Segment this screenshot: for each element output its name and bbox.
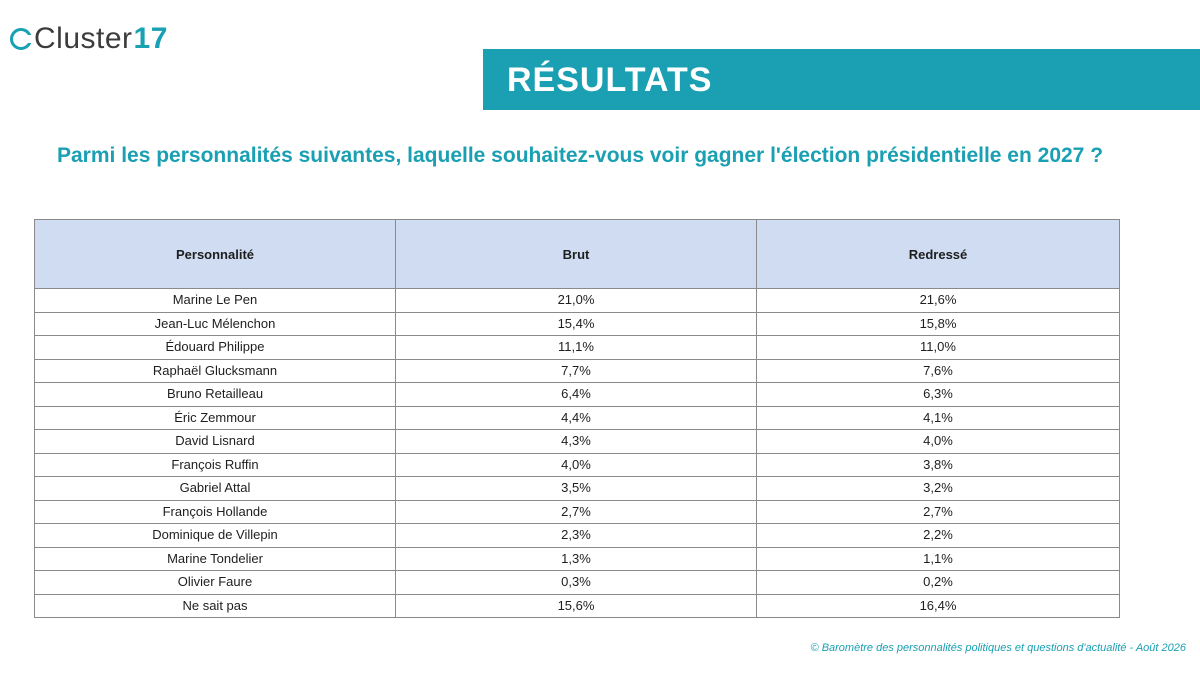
cell-brut: 4,3% xyxy=(396,430,757,454)
table-row xyxy=(35,453,1120,477)
cell-personnalite: Édouard Philippe xyxy=(35,336,396,360)
cell-personnalite: Olivier Faure xyxy=(35,571,396,595)
cell-brut: 2,3% xyxy=(396,524,757,548)
cell-brut: 4,4% xyxy=(396,406,757,430)
cell-redresse: 15,8% xyxy=(757,312,1120,336)
table-row xyxy=(35,312,1120,336)
cell-redresse: 1,1% xyxy=(757,547,1120,571)
cell-personnalite: Ne sait pas xyxy=(35,594,396,618)
cell-redresse: 2,2% xyxy=(757,524,1120,548)
logo-number: 17 xyxy=(133,22,168,55)
cell-redresse: 3,2% xyxy=(757,477,1120,501)
banner-title: RÉSULTATS xyxy=(507,61,713,99)
table-row xyxy=(35,477,1120,501)
header-redresse: Redressé xyxy=(757,220,1120,289)
cell-personnalite: François Ruffin xyxy=(35,453,396,477)
cell-brut: 21,0% xyxy=(396,289,757,313)
cell-redresse: 0,2% xyxy=(757,571,1120,595)
cell-brut: 4,0% xyxy=(396,453,757,477)
cell-brut: 7,7% xyxy=(396,359,757,383)
results-table xyxy=(34,219,1120,618)
cell-brut: 15,4% xyxy=(396,312,757,336)
cell-personnalite: Dominique de Villepin xyxy=(35,524,396,548)
logo-text: Cluster xyxy=(34,22,133,55)
cell-personnalite: Marine Tondelier xyxy=(35,547,396,571)
cell-personnalite: Marine Le Pen xyxy=(35,289,396,313)
cell-personnalite: David Lisnard xyxy=(35,430,396,454)
table-row xyxy=(35,383,1120,407)
table-row xyxy=(35,359,1120,383)
cell-brut: 2,7% xyxy=(396,500,757,524)
cell-redresse: 2,7% xyxy=(757,500,1120,524)
cell-personnalite: Raphaël Glucksmann xyxy=(35,359,396,383)
cluster17-logo xyxy=(10,22,168,56)
table-row xyxy=(35,571,1120,595)
table-row xyxy=(35,524,1120,548)
cell-brut: 11,1% xyxy=(396,336,757,360)
cell-redresse: 6,3% xyxy=(757,383,1120,407)
survey-question: Parmi les personnalités suivantes, laquelle souhaitez-vous voir gagner l'élection présidentielle en 2027 ? xyxy=(57,144,1104,167)
cell-personnalite: Bruno Retailleau xyxy=(35,383,396,407)
header-brut: Brut xyxy=(396,220,757,289)
cell-redresse: 21,6% xyxy=(757,289,1120,313)
cell-brut: 0,3% xyxy=(396,571,757,595)
table-row xyxy=(35,336,1120,360)
cell-brut: 3,5% xyxy=(396,477,757,501)
cell-personnalite: Éric Zemmour xyxy=(35,406,396,430)
table-row xyxy=(35,289,1120,313)
cell-redresse: 11,0% xyxy=(757,336,1120,360)
table-row xyxy=(35,406,1120,430)
cell-redresse: 7,6% xyxy=(757,359,1120,383)
table-header-row xyxy=(35,220,1120,289)
results-banner xyxy=(483,49,1200,110)
cell-redresse: 4,0% xyxy=(757,430,1120,454)
cell-personnalite: Jean-Luc Mélenchon xyxy=(35,312,396,336)
table-row xyxy=(35,500,1120,524)
cell-redresse: 4,1% xyxy=(757,406,1120,430)
header-personnalite: Personnalité xyxy=(35,220,396,289)
cell-brut: 1,3% xyxy=(396,547,757,571)
cell-redresse: 16,4% xyxy=(757,594,1120,618)
cell-personnalite: François Hollande xyxy=(35,500,396,524)
table-row xyxy=(35,430,1120,454)
footer-source: © Baromètre des personnalités politiques et questions d'actualité - Août 2026 xyxy=(810,642,1186,654)
cell-brut: 6,4% xyxy=(396,383,757,407)
table-row xyxy=(35,547,1120,571)
cell-personnalite: Gabriel Attal xyxy=(35,477,396,501)
cell-brut: 15,6% xyxy=(396,594,757,618)
logo-ring-icon xyxy=(10,28,32,50)
table-row xyxy=(35,594,1120,618)
cell-redresse: 3,8% xyxy=(757,453,1120,477)
table-body xyxy=(35,289,1120,618)
